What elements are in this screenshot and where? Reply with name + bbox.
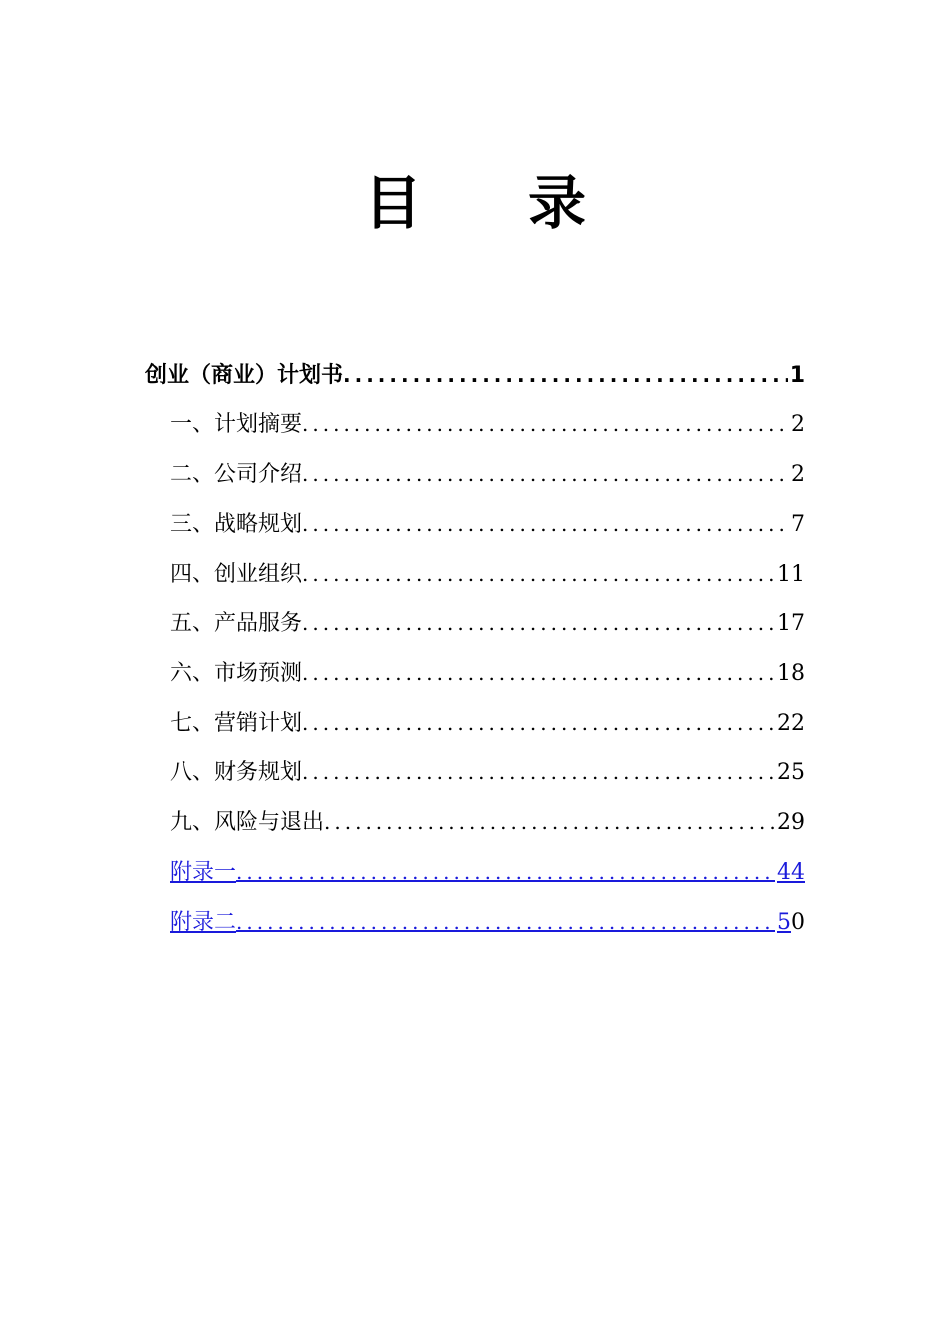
toc-entry-page: 22 [777,711,805,736]
toc-link-appendix-1[interactable] [170,852,805,892]
toc-entry-label: 一、计划摘要 [170,412,303,437]
toc-leader-dots [343,355,788,395]
toc-entry-label: 创业（商业）计划书 [145,363,344,388]
toc-entry-section-1[interactable] [170,404,805,444]
toc-entry-page: 2 [791,462,805,487]
toc-entry-section-9[interactable] [170,802,805,842]
toc-entry-label: 附录一 [170,860,237,885]
toc-link-appendix-2[interactable] [170,902,805,942]
toc-entry-label: 九、风险与退出 [170,810,325,835]
toc-leader-dots [302,653,775,693]
toc-entry-page: 17 [777,611,805,636]
toc-entry-section-6[interactable] [170,653,805,693]
toc-entry-page: 25 [777,760,805,785]
toc-entry-page: 44 [777,860,805,885]
title-char-1: 目 [363,169,422,237]
toc-entry-section-8[interactable] [170,752,805,792]
toc-entry-page: 18 [777,661,805,686]
toc-entry-section-3[interactable] [170,504,805,544]
toc-entry-section-7[interactable] [170,703,805,743]
toc-entry-page-linked: 5 [777,910,791,935]
toc-leader-dots [302,752,775,792]
toc-entry-section-4[interactable] [170,554,805,594]
toc-entry-label: 二、公司介绍 [170,462,303,487]
toc-leader-dots [302,603,775,643]
toc-entry-section-5[interactable] [170,603,805,643]
toc-entry-page: 7 [791,512,805,537]
toc-leader-dots [302,404,789,444]
toc-entry-page: 2 [791,412,805,437]
toc-entry-label: 七、营销计划 [170,711,303,736]
toc-entry-label: 四、创业组织 [170,562,303,587]
toc-leader-dots [302,703,775,743]
toc-entry-label: 八、财务规划 [170,760,303,785]
toc-entry-label: 三、战略规划 [170,512,303,537]
toc-entry-page-unlinked: 0 [791,910,805,935]
toc-entry-page [775,903,805,942]
toc-leader-dots [302,454,789,494]
toc-entry-label: 六、市场预测 [170,661,303,686]
title-char-2: 录 [527,169,586,237]
toc-leader-dots [302,554,775,594]
toc-entry-section-2[interactable] [170,454,805,494]
page-title [0,168,950,238]
toc-entry-main[interactable] [145,355,805,395]
toc-entry-page: 29 [777,810,805,835]
toc-entry-page: 1 [789,363,805,388]
toc-entry-label: 附录二 [170,910,237,935]
toc-entry-page: 11 [777,562,805,587]
toc-leader-dots [302,504,789,544]
toc-leader-dots [236,852,775,892]
toc-entry-label: 五、产品服务 [170,611,303,636]
toc-leader-dots [324,802,775,842]
toc-leader-dots [236,902,775,942]
